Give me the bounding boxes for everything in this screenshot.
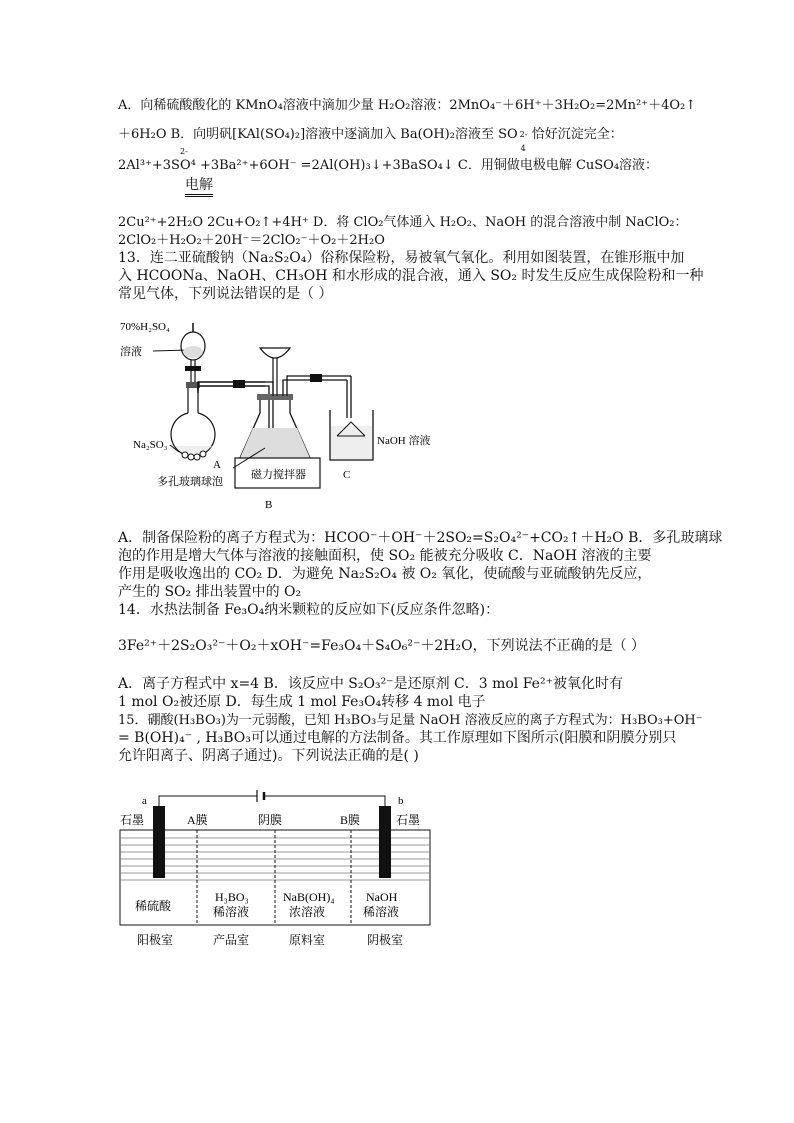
room2-label: 产品室 (213, 933, 250, 947)
graphite-electrode-left (153, 806, 165, 878)
graphite-left-label: 石墨 (120, 813, 145, 827)
q12-line-3-sup: 2- (180, 147, 188, 156)
room4-label: 阴极室 (367, 933, 404, 947)
q12-line-4: 2Cu²⁺+2H₂O 2Cu+O₂↑+4H⁺ D．将 ClO₂气体通入 H₂O₂、NaOH 的混合溶液中制 NaClO₂： (118, 215, 688, 230)
sol2-top: H₃BO₃ (215, 890, 249, 904)
bead (200, 451, 206, 457)
q13-options-1: A．制备保险粉的离子方程式为：HCOO⁻＋OH⁻＋2SO₂=S₂O₄²⁻+CO₂↑＋H₂O B．多孔玻璃球 (118, 530, 723, 546)
bubble-label: 多孔玻璃球泡 (157, 476, 223, 488)
q12-line-2 (118, 126, 623, 153)
room1-label: 阳极室 (137, 933, 174, 947)
q15-stem-3: 允许阳离子、阴离子通过)。下列说法正确的是( ) (118, 748, 419, 764)
q13-stem-2: 入 HCOONa、NaOH、CH₃OH 和水形成的混合液，通入 SO₂ 时发生反应生成保险粉和一种 (118, 268, 704, 284)
rubber-connector (310, 374, 322, 382)
rubber-connector (233, 380, 245, 388)
q12-line-1: A．向稀硫酸酸化的 KMnO₄溶液中滴加少量 H₂O₂溶液：2MnO₄⁻＋6H⁺＋3H₂O₂=2Mn²⁺＋4O₂↑ (118, 98, 697, 113)
flask-a-label: A (213, 459, 221, 471)
naoh-label: NaOH 溶液 (377, 435, 431, 447)
q12-line-2-tail: 恰好沉淀完全： (531, 127, 623, 142)
q12-line-3: 2Al³⁺+3SO⁴ +3Ba²⁺+6OH⁻ =2Al(OH)₃↓+3BaSO₄↓ C．用铜做电极电解 CuSO₄溶液： (118, 158, 659, 173)
q14-options-1: A．离子方程式中 x=4 B．该反应中 S₂O₃²⁻是还原剂 C．3 mol Fe²⁺被氧化时有 (118, 676, 623, 692)
bead (188, 454, 194, 460)
sol2-bottom: 稀溶液 (213, 905, 250, 919)
gas-tube (198, 386, 265, 393)
acid-label: 70%H₂SO₄ (120, 321, 170, 333)
q13-stem-1: 13．连二亚硫酸钠（Na₂S₂O₄）俗称保险粉，易被氧气氧化。利用如图装置，在锥形瓶中加 (118, 250, 685, 266)
outlet-tube (283, 380, 347, 396)
sol4-bottom: 稀溶液 (363, 905, 400, 919)
q13-options-2: 泡的作用是增大气体与溶液的接触面积，使 SO₂ 能被充分吸收 C．NaOH 溶液的主要 (118, 548, 652, 564)
q13-stem-3: 常见气体，下列说法错误的是（ ） (118, 286, 333, 302)
electrolysis-label: 电解 (185, 176, 213, 197)
solution-label: 溶液 (120, 346, 142, 358)
membrane-mid-label: 阴膜 (258, 813, 283, 827)
q15-stem-2: = B(OH)₄⁻ , H₃BO₃可以通过电解的方法制备。其工作原理如下图所示(阳膜和阴膜分别只 (118, 730, 677, 746)
sol3-bottom: 浓溶液 (289, 905, 326, 919)
membrane-a-label: A膜 (187, 813, 208, 827)
room3-label: 原料室 (289, 933, 326, 947)
graphite-right-label: 石墨 (396, 813, 421, 827)
stopcock (185, 366, 201, 371)
q15-stem-1: 15．硼酸(H₃BO₃)为一元弱酸，已知 H₃BO₃与足量 NaOH 溶液反应的离子方程式为：H₃BO₃+OH⁻ (118, 713, 703, 728)
beaker-liquid (331, 426, 372, 459)
q12-sub: 4 (520, 144, 526, 153)
bead (182, 452, 188, 458)
q13-options-4: 产生的 SO₂ 排出装置中的 O₂ (118, 584, 302, 600)
graphite-electrode-right (379, 806, 391, 878)
flask-b-label: B (265, 499, 273, 511)
beaker-c-label: C (343, 469, 351, 481)
q14-options-2: 1 mol O₂被还原 D．每生成 1 mol Fe₃O₄转移 4 mol 电子 (118, 694, 486, 710)
membrane-b-label: B膜 (340, 813, 361, 827)
electrode-b-label: b (398, 795, 404, 807)
circuit-wire (265, 796, 385, 808)
q13-options-3: 作用是吸收逸出的 CO₂ D．为避免 Na₂S₂O₄ 被 O₂ 氧化，使硫酸与亚硫酸钠先反应， (118, 566, 652, 582)
funnel-liquid (183, 346, 203, 358)
sol3-top: NaB(OH)₄ (283, 890, 335, 904)
stirrer-label: 磁力搅拌器 (251, 469, 306, 481)
q14-stem: 14．水热法制备 Fe₃O₄纳米颗粒的反应如下(反应条件忽略)： (118, 602, 500, 618)
q14-equation: 3Fe²⁺＋2S₂O₃²⁻＋O₂＋xOH⁻=Fe₃O₄＋S₄O₆²⁻＋2H₂O，下列说法不正确的是（ ） (118, 638, 646, 654)
sol1-label: 稀硫酸 (135, 899, 172, 913)
q12-line-5: 2ClO₂＋H₂O₂＋20H⁻＝2ClO₂⁻＋O₂＋2H₂O (118, 233, 385, 248)
top-funnel (260, 348, 290, 358)
sol4-top: NaOH (366, 890, 398, 904)
q12-sup: 2- (519, 130, 528, 139)
circuit-wire (159, 796, 257, 808)
q13-apparatus-figure (115, 318, 455, 518)
flask-b-liquid (240, 428, 310, 458)
na2so3-label: Na₂SO₃ (133, 439, 168, 451)
electrode-a-label: a (142, 795, 147, 807)
bead (194, 454, 200, 460)
q12-line-2-text: ＋6H₂O B．向明矾[KAl(SO₄)₂]溶液中逐滴加入 Ba(OH)₂溶液至 SO (118, 127, 518, 142)
q15-electrolysis-figure (115, 788, 445, 953)
